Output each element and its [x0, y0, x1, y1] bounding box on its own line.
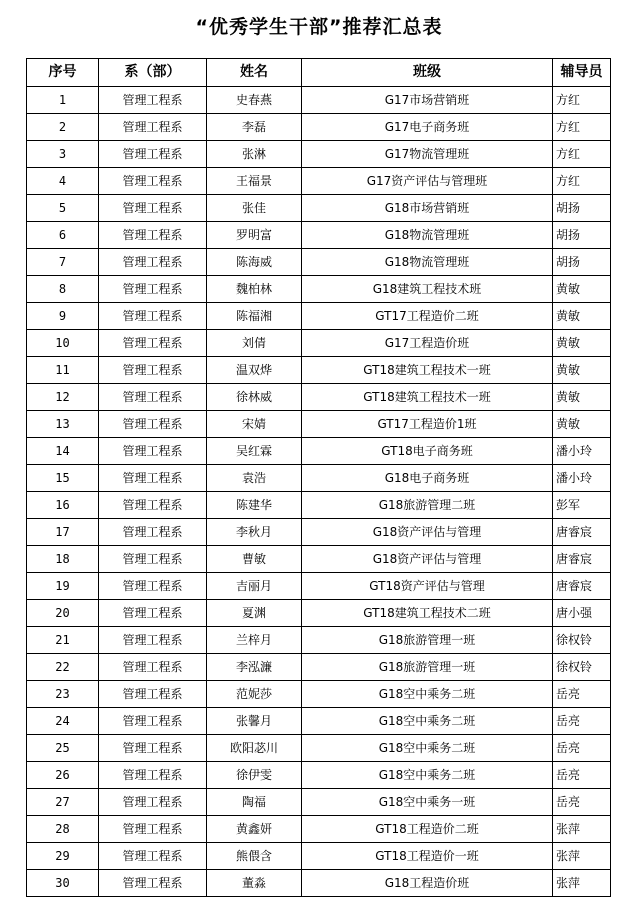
cell-class: G17资产评估与管理班: [302, 168, 553, 195]
table-row: [27, 276, 611, 303]
cell-class: G18资产评估与管理: [302, 519, 553, 546]
cell-name: 夏渊: [207, 600, 302, 627]
cell-class: G18电子商务班: [302, 465, 553, 492]
cell-name: 范妮莎: [207, 681, 302, 708]
header-dept: 系（部）: [99, 59, 207, 87]
cell-no: 2: [27, 114, 99, 141]
table-row: [27, 546, 611, 573]
table-row: [27, 357, 611, 384]
cell-name: 陈建华: [207, 492, 302, 519]
header-advisor: 辅导员: [553, 59, 611, 87]
cell-advisor: 胡扬: [553, 222, 611, 249]
cell-class: GT18电子商务班: [302, 438, 553, 465]
cell-name: 宋婧: [207, 411, 302, 438]
cell-class: G18资产评估与管理: [302, 546, 553, 573]
cell-dept: 管理工程系: [99, 141, 207, 168]
cell-class: G18空中乘务二班: [302, 735, 553, 762]
cell-name: 曹敏: [207, 546, 302, 573]
cell-name: 陈海威: [207, 249, 302, 276]
cell-dept: 管理工程系: [99, 708, 207, 735]
table-row: [27, 600, 611, 627]
cell-advisor: 唐小强: [553, 600, 611, 627]
cell-no: 26: [27, 762, 99, 789]
cell-no: 20: [27, 600, 99, 627]
cell-advisor: 潘小玲: [553, 465, 611, 492]
cell-dept: 管理工程系: [99, 843, 207, 870]
cell-advisor: 唐睿宸: [553, 546, 611, 573]
cell-dept: 管理工程系: [99, 87, 207, 114]
table-row: [27, 492, 611, 519]
cell-dept: 管理工程系: [99, 438, 207, 465]
cell-no: 22: [27, 654, 99, 681]
cell-name: 刘倩: [207, 330, 302, 357]
cell-no: 15: [27, 465, 99, 492]
cell-class: GT18工程造价二班: [302, 816, 553, 843]
cell-class: G18工程造价班: [302, 870, 553, 897]
cell-advisor: 唐睿宸: [553, 519, 611, 546]
cell-dept: 管理工程系: [99, 195, 207, 222]
cell-class: G18空中乘务二班: [302, 708, 553, 735]
cell-advisor: 方红: [553, 168, 611, 195]
cell-no: 1: [27, 87, 99, 114]
cell-name: 吴红霖: [207, 438, 302, 465]
cell-no: 8: [27, 276, 99, 303]
cell-no: 18: [27, 546, 99, 573]
table-row: [27, 411, 611, 438]
cell-no: 12: [27, 384, 99, 411]
page-title: “优秀学生干部”推荐汇总表: [195, 16, 443, 38]
cell-class: G18旅游管理一班: [302, 654, 553, 681]
cell-advisor: 黄敏: [553, 303, 611, 330]
cell-no: 7: [27, 249, 99, 276]
cell-name: 王福景: [207, 168, 302, 195]
table-row: [27, 681, 611, 708]
table-row: [27, 438, 611, 465]
cell-advisor: 方红: [553, 87, 611, 114]
cell-class: GT17工程造价1班: [302, 411, 553, 438]
table-row: [27, 573, 611, 600]
cell-name: 温双烨: [207, 357, 302, 384]
cell-advisor: 徐权铃: [553, 654, 611, 681]
cell-class: G17物流管理班: [302, 141, 553, 168]
cell-class: GT18建筑工程技术二班: [302, 600, 553, 627]
table-row: [27, 168, 611, 195]
cell-advisor: 岳亮: [553, 789, 611, 816]
cell-class: G18空中乘务一班: [302, 789, 553, 816]
cell-no: 27: [27, 789, 99, 816]
cell-name: 欧阳苾川: [207, 735, 302, 762]
cell-advisor: 张萍: [553, 843, 611, 870]
table-row: [27, 330, 611, 357]
cell-advisor: 黄敏: [553, 384, 611, 411]
cell-class: GT18建筑工程技术一班: [302, 357, 553, 384]
cell-no: 5: [27, 195, 99, 222]
cell-name: 董淼: [207, 870, 302, 897]
cell-no: 3: [27, 141, 99, 168]
cell-advisor: 唐睿宸: [553, 573, 611, 600]
cell-class: G18空中乘务二班: [302, 681, 553, 708]
cell-dept: 管理工程系: [99, 546, 207, 573]
cell-class: G18空中乘务二班: [302, 762, 553, 789]
cell-dept: 管理工程系: [99, 789, 207, 816]
cell-advisor: 方红: [553, 114, 611, 141]
table-row: [27, 519, 611, 546]
cell-advisor: 黄敏: [553, 330, 611, 357]
cell-dept: 管理工程系: [99, 114, 207, 141]
cell-dept: 管理工程系: [99, 735, 207, 762]
cell-dept: 管理工程系: [99, 249, 207, 276]
cell-name: 张佳: [207, 195, 302, 222]
table-row: [27, 141, 611, 168]
header-class: 班级: [302, 59, 553, 87]
cell-name: 魏柏林: [207, 276, 302, 303]
table-row: [27, 627, 611, 654]
cell-name: 徐林威: [207, 384, 302, 411]
cell-dept: 管理工程系: [99, 384, 207, 411]
table-row: [27, 735, 611, 762]
cell-advisor: 张萍: [553, 870, 611, 897]
table-row: [27, 870, 611, 897]
cell-no: 24: [27, 708, 99, 735]
cell-no: 10: [27, 330, 99, 357]
recommendation-table: [26, 58, 611, 897]
table-body: [27, 87, 611, 897]
cell-dept: 管理工程系: [99, 276, 207, 303]
table-row: [27, 114, 611, 141]
cell-class: G18旅游管理二班: [302, 492, 553, 519]
cell-name: 李泓濂: [207, 654, 302, 681]
table-row: [27, 843, 611, 870]
cell-class: G17电子商务班: [302, 114, 553, 141]
cell-class: G18建筑工程技术班: [302, 276, 553, 303]
table-row: [27, 465, 611, 492]
cell-name: 兰梓月: [207, 627, 302, 654]
cell-no: 28: [27, 816, 99, 843]
cell-name: 吉丽月: [207, 573, 302, 600]
cell-name: 陶福: [207, 789, 302, 816]
cell-name: 李秋月: [207, 519, 302, 546]
cell-class: GT18工程造价一班: [302, 843, 553, 870]
cell-class: G18物流管理班: [302, 249, 553, 276]
cell-name: 徐伊雯: [207, 762, 302, 789]
table-row: [27, 789, 611, 816]
cell-no: 6: [27, 222, 99, 249]
cell-advisor: 方红: [553, 141, 611, 168]
cell-class: GT18资产评估与管理: [302, 573, 553, 600]
cell-name: 张淋: [207, 141, 302, 168]
cell-dept: 管理工程系: [99, 870, 207, 897]
cell-dept: 管理工程系: [99, 600, 207, 627]
cell-class: G18旅游管理一班: [302, 627, 553, 654]
cell-no: 30: [27, 870, 99, 897]
cell-no: 21: [27, 627, 99, 654]
cell-dept: 管理工程系: [99, 303, 207, 330]
cell-no: 16: [27, 492, 99, 519]
cell-no: 9: [27, 303, 99, 330]
cell-dept: 管理工程系: [99, 816, 207, 843]
cell-dept: 管理工程系: [99, 654, 207, 681]
header-name: 姓名: [207, 59, 302, 87]
cell-dept: 管理工程系: [99, 222, 207, 249]
cell-name: 黄鑫妍: [207, 816, 302, 843]
table-row: [27, 303, 611, 330]
cell-dept: 管理工程系: [99, 519, 207, 546]
cell-name: 袁浩: [207, 465, 302, 492]
cell-class: G17工程造价班: [302, 330, 553, 357]
cell-no: 13: [27, 411, 99, 438]
table-row: [27, 87, 611, 114]
cell-name: 熊偎含: [207, 843, 302, 870]
cell-no: 11: [27, 357, 99, 384]
cell-no: 17: [27, 519, 99, 546]
cell-name: 李磊: [207, 114, 302, 141]
cell-name: 张馨月: [207, 708, 302, 735]
cell-advisor: 胡扬: [553, 249, 611, 276]
cell-advisor: 岳亮: [553, 681, 611, 708]
cell-advisor: 张萍: [553, 816, 611, 843]
cell-dept: 管理工程系: [99, 762, 207, 789]
cell-no: 14: [27, 438, 99, 465]
table-row: [27, 222, 611, 249]
cell-class: G18物流管理班: [302, 222, 553, 249]
cell-dept: 管理工程系: [99, 330, 207, 357]
cell-advisor: 岳亮: [553, 735, 611, 762]
table-header-row: [27, 59, 611, 87]
cell-name: 罗明富: [207, 222, 302, 249]
cell-dept: 管理工程系: [99, 411, 207, 438]
cell-dept: 管理工程系: [99, 465, 207, 492]
cell-dept: 管理工程系: [99, 168, 207, 195]
cell-advisor: 黄敏: [553, 357, 611, 384]
cell-advisor: 潘小玲: [553, 438, 611, 465]
table-row: [27, 384, 611, 411]
cell-class: G18市场营销班: [302, 195, 553, 222]
cell-dept: 管理工程系: [99, 573, 207, 600]
cell-no: 23: [27, 681, 99, 708]
table-row: [27, 816, 611, 843]
cell-advisor: 胡扬: [553, 195, 611, 222]
cell-dept: 管理工程系: [99, 681, 207, 708]
cell-dept: 管理工程系: [99, 492, 207, 519]
cell-dept: 管理工程系: [99, 357, 207, 384]
header-no: 序号: [27, 59, 99, 87]
cell-dept: 管理工程系: [99, 627, 207, 654]
cell-class: G17市场营销班: [302, 87, 553, 114]
table-row: [27, 708, 611, 735]
cell-advisor: 岳亮: [553, 762, 611, 789]
table-row: [27, 195, 611, 222]
cell-name: 史春燕: [207, 87, 302, 114]
cell-no: 19: [27, 573, 99, 600]
cell-no: 25: [27, 735, 99, 762]
table-row: [27, 249, 611, 276]
cell-advisor: 岳亮: [553, 708, 611, 735]
table-row: [27, 654, 611, 681]
cell-no: 29: [27, 843, 99, 870]
cell-advisor: 黄敏: [553, 276, 611, 303]
cell-class: GT18建筑工程技术一班: [302, 384, 553, 411]
cell-no: 4: [27, 168, 99, 195]
cell-advisor: 徐权铃: [553, 627, 611, 654]
cell-advisor: 彭军: [553, 492, 611, 519]
cell-advisor: 黄敏: [553, 411, 611, 438]
cell-name: 陈福湘: [207, 303, 302, 330]
cell-class: GT17工程造价二班: [302, 303, 553, 330]
table-row: [27, 762, 611, 789]
